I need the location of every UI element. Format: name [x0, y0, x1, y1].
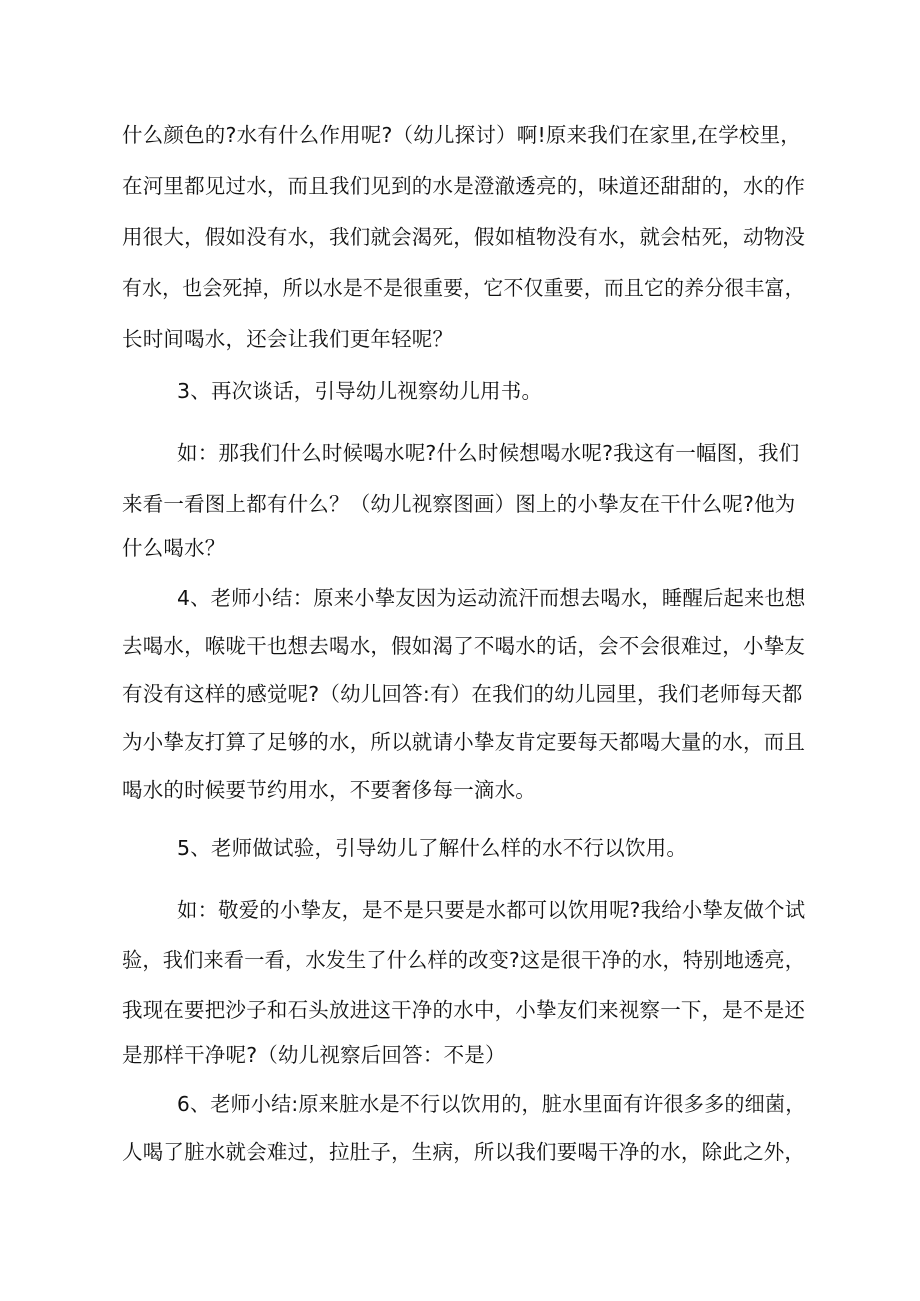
text-line: 长时间喝水，还会让我们更年轻呢？	[122, 327, 454, 351]
list-item-heading: 5、老师做试验，引导幼儿了解什么样的水不行以饮用。	[177, 836, 688, 860]
text-line: 人喝了脏水就会难过，拉肚子，生病，所以我们要喝干净的水，除此之外，	[122, 1140, 806, 1164]
text-line: 来看一看图上都有什么？（幼儿视察图画）图上的小挚友在干什么呢?他为	[122, 492, 796, 516]
text-line: 如：那我们什么时候喝水呢?什么时候想喝水呢?我这有一幅图，我们	[177, 441, 800, 465]
text-line: 什么喝水？	[122, 536, 226, 560]
text-line: 如：敬爱的小挚友，是不是只要是水都可以饮用呢?我给小挚友做个试	[177, 898, 806, 922]
text-line: 是那样干净呢?（幼儿视察后回答：不是）	[122, 1043, 506, 1067]
list-item-heading: 3、再次谈话，引导幼儿视察幼儿用书。	[177, 379, 543, 403]
text-line: 去喝水，喉咙干也想去喝水，假如渴了不喝水的话，会不会很难过，小挚友	[122, 634, 806, 658]
text-line: 喝水的时候要节约用水，不要奢侈每一滴水。	[122, 778, 536, 802]
text-line: 在河里都见过水，而且我们见到的水是澄澈透亮的，味道还甜甜的，水的作	[122, 174, 806, 198]
text-line: 有水，也会死掉，所以水是不是很重要，它不仅重要，而且它的养分很丰富，	[122, 276, 805, 300]
text-line: 6、老师小结:原来脏水是不行以饮用的，脏水里面有许很多多的细菌，	[177, 1092, 806, 1116]
text-line: 为小挚友打算了足够的水，所以就请小挚友肯定要每天都喝大量的水，而且	[122, 730, 806, 754]
text-line: 什么颜色的?水有什么作用呢?（幼儿探讨）啊!原来我们在家里,在学校里，	[122, 123, 801, 147]
text-line: 我现在要把沙子和石头放进这干净的水中，小挚友们来视察一下，是不是还	[122, 998, 806, 1022]
text-line: 有没有这样的感觉呢?（幼儿回答:有）在我们的幼儿园里，我们老师每天都	[122, 682, 803, 706]
text-line: 用很大，假如没有水，我们就会渴死，假如植物没有水，就会枯死，动物没	[122, 225, 806, 249]
text-line: 4、老师小结：原来小挚友因为运动流汗而想去喝水，睡醒后起来也想	[177, 586, 806, 610]
text-line: 验，我们来看一看，水发生了什么样的改变?这是很干净的水，特别地透亮，	[122, 948, 806, 972]
